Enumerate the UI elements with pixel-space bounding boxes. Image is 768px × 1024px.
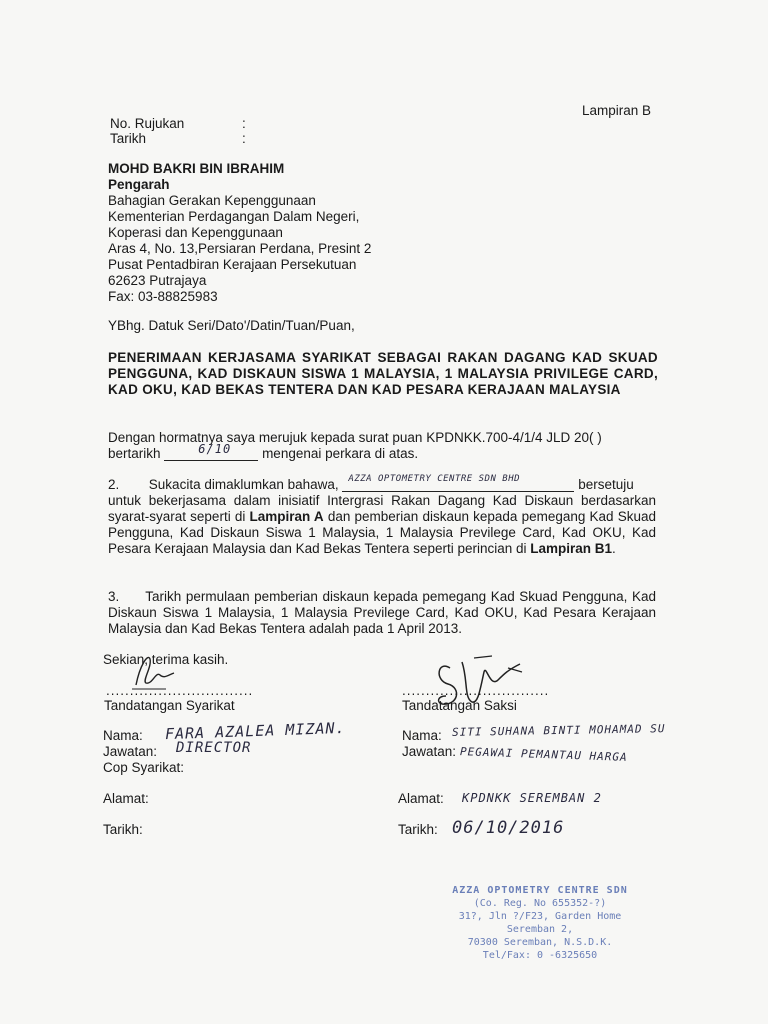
recipient-title: Pengarah	[108, 177, 170, 192]
salutation: YBhg. Datuk Seri/Dato'/Datin/Tuan/Puan,	[108, 318, 355, 333]
witness-nama-label: Nama:	[402, 728, 442, 743]
para2-body	[108, 493, 656, 557]
stamp-line: Tel/Fax: 0 -6325650	[482, 950, 598, 961]
recipient-line: 62623 Putrajaya	[108, 273, 207, 288]
rujukan-colon: :	[242, 116, 246, 131]
recipient-line: Fax: 03-88825983	[108, 289, 218, 304]
company-nama-label: Nama:	[103, 728, 143, 743]
recipient-line: Kementerian Perdagangan Dalam Negeri,	[108, 209, 360, 224]
tarikh-label: Tarikh	[110, 131, 147, 146]
lampiran-a-ref: Lampiran A	[249, 509, 324, 524]
witness-sign-label: Tandatangan Saksi	[402, 698, 517, 713]
company-cop-label: Cop Syarikat:	[103, 760, 185, 775]
witness-jawatan-label: Jawatan:	[402, 744, 457, 759]
recipient-name: MOHD BAKRI BIN IBRAHIM	[108, 161, 285, 176]
lampiran-b1-ref: Lampiran B1	[530, 541, 613, 556]
para2-intro: Sukacita dimaklumkan bahawa,	[148, 477, 339, 492]
stamp-line: 70300 Seremban, N.S.D.K.	[467, 937, 613, 948]
witness-nama-value: SITI SUHANA BINTI MOHAMAD SU	[451, 722, 666, 739]
lampiran-label: Lampiran B	[582, 103, 652, 118]
company-jawatan-label: Jawatan:	[103, 744, 158, 759]
para2-text-b: dan pemberian diskaun kepada pemegang Kad Skuad Pengguna, Kad Diskaun Siswa 1 Malaysia, 1 Malaysia Previlege Card, Kad OKU, Kad Pesara Kerajaan Malaysia dan Kad Bekas Tentera seperti perincian di	[108, 509, 656, 556]
witness-alamat-label: Alamat:	[398, 791, 444, 806]
para2-end: .	[612, 541, 616, 556]
para3-body	[108, 589, 656, 637]
para2-first-line	[108, 474, 634, 492]
company-blank	[342, 474, 574, 492]
stamp-line: 31?, Jln ?/F23, Garden Home	[458, 911, 622, 922]
stamp-line: (Co. Reg. No 655352-?)	[473, 898, 607, 909]
company-stamp	[440, 884, 640, 962]
witness-sign-line: ...............................	[402, 683, 550, 698]
para2-text-a: untuk bekerjasama dalam inisiatif Intergrasi Rakan Dagang Kad Diskaun berdasarkan syarat-syarat seperti di	[108, 493, 656, 524]
stamp-line: AZZA OPTOMETRY CENTRE SDN	[452, 885, 628, 896]
para2-number: 2.	[108, 477, 120, 492]
para3-text: Tarikh permulaan pemberian diskaun kepada pemegang Kad Skuad Pengguna, Kad Diskaun Siswa 1 Malaysia, 1 Malaysia Previlege Card, Kad OKU, Kad Pesara Kerajaan Malaysia dan Kad Bekas Tentera adalah pada 1 April 2013.	[108, 589, 656, 636]
company-sign-label: Tandatangan Syarikat	[104, 698, 235, 713]
para1-prefix: bertarikh	[108, 446, 161, 461]
company-nama-value: FARA AZALEA MIZAN.	[164, 718, 346, 744]
company-jawatan-value: DIRECTOR	[176, 740, 252, 756]
witness-alamat-value: KPDNKK SEREMBAN 2	[462, 791, 602, 805]
handwritten-company: AZZA OPTOMETRY CENTRE SDN BHD	[348, 474, 521, 484]
para1-line2	[108, 442, 419, 461]
tarikh-colon: :	[242, 131, 246, 146]
recipient-line: Bahagian Gerakan Kepenggunaan	[108, 193, 316, 208]
company-tarikh-label: Tarikh:	[103, 822, 143, 837]
rujukan-label: No. Rujukan	[110, 116, 185, 131]
recipient-line: Pusat Pentadbiran Kerajaan Persekutuan	[108, 257, 357, 272]
recipient-line: Aras 4, No. 13,Persiaran Perdana, Presint 2	[108, 241, 372, 256]
handwritten-date: 6/10	[198, 442, 232, 456]
company-sign-line: ...............................	[106, 683, 254, 698]
subject-heading: PENERIMAAN KERJASAMA SYARIKAT SEBAGAI RAKAN DAGANG KAD SKUAD PENGGUNA, KAD DISKAUN SISWA 1 MALAYSIA, 1 MALAYSIA PRIVILEGE CARD, KAD OKU, KAD BEKAS TENTERA DAN KAD PESARA KERAJAAN MALAYSIA	[108, 350, 658, 397]
witness-tarikh-value: 06/10/2016	[452, 818, 565, 838]
stamp-line: Seremban 2,	[506, 924, 574, 935]
witness-jawatan-value: PEGAWAI PEMANTAU HARGA	[459, 745, 628, 764]
recipient-block	[108, 161, 371, 305]
para1-line1: Dengan hormatnya saya merujuk kepada surat puan KPDNKK.700-4/1/4 JLD 20( )	[108, 430, 602, 445]
recipient-line: Koperasi dan Kepenggunaan	[108, 225, 283, 240]
closing: Sekian, terima kasih.	[103, 652, 229, 667]
witness-tarikh-label: Tarikh:	[398, 822, 438, 837]
date-blank	[164, 442, 258, 461]
company-alamat-label: Alamat:	[103, 791, 149, 806]
para3-number: 3.	[108, 589, 120, 604]
para2-after-company: bersetuju	[578, 477, 634, 492]
para1-suffix: mengenai perkara di atas.	[262, 446, 419, 461]
